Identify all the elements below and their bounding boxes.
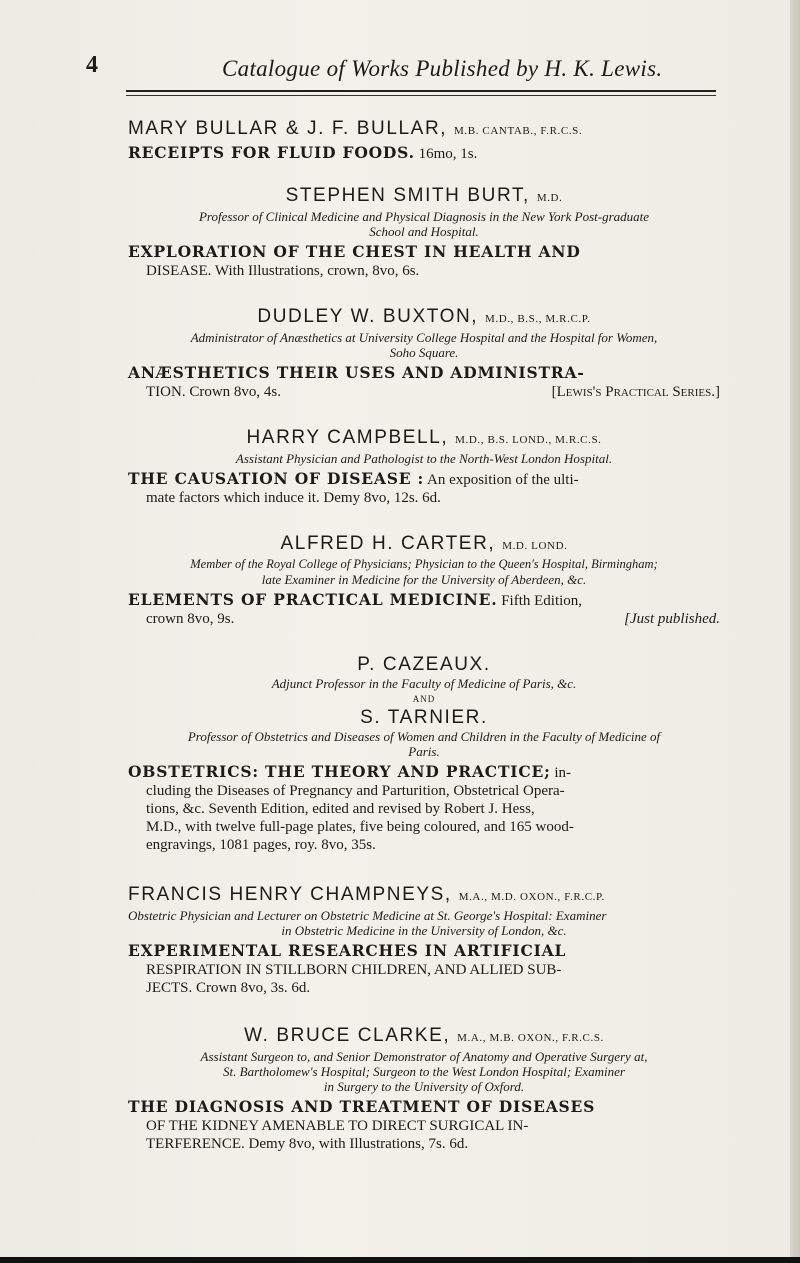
book-title: RECEIPTS FOR FLUID FOODS. — [128, 143, 415, 162]
book-title-continuation: OF THE KIDNEY AMENABLE TO DIRECT SURGICAL IN- — [146, 1118, 529, 1134]
book-title: THE CAUSATION OF DISEASE : — [128, 469, 425, 488]
page-number: 4 — [86, 52, 98, 78]
author-name: DUDLEY W. BUXTON, M.D., B.S., M.R.C.P. — [257, 306, 591, 327]
author-qualifications: M.B. CANTAB., F.R.C.S. — [454, 125, 583, 137]
book-title: ANÆSTHETICS THEIR USES AND ADMINISTRA- — [128, 363, 585, 382]
author-qualifications: M.D., B.S. LOND., M.R.C.S. — [455, 434, 602, 446]
book-title: EXPLORATION OF THE CHEST IN HEALTH AND — [128, 242, 581, 261]
book-title-line — [128, 1098, 720, 1117]
book-description: Demy 8vo, with Illustrations, 7s. 6d. — [248, 1136, 469, 1152]
author-affiliation: in Obstetric Medicine in the University of London, &c. — [281, 923, 567, 938]
series-note: [Lewis's Practical Series.] — [551, 384, 720, 400]
book-description-continuation: cluding the Diseases of Pregnancy and Parturition, Obstetrical Opera- — [146, 783, 565, 799]
author-qualifications: M.D. — [536, 192, 563, 204]
book-title-continuation: RESPIRATION IN STILLBORN CHILDREN, AND ALLIED SUB- — [146, 962, 562, 978]
book-title-line — [128, 243, 720, 262]
book-title: OBSTETRICS: THE THEORY AND PRACTICE; — [128, 762, 551, 781]
book-title-continuation: DISEASE. With Illustrations, crown, 8vo, 6s. — [146, 263, 420, 279]
book-title-line — [128, 591, 720, 610]
author-affiliation: St. Bartholomew's Hospital; Surgeon to the West London Hospital; Examiner — [223, 1064, 625, 1079]
book-title: ELEMENTS OF PRACTICAL MEDICINE. — [128, 590, 498, 609]
author-affiliation: Professor of Obstetrics and Diseases of Women and Children in the Faculty of Medicine of — [187, 729, 661, 744]
second-author-name: S. TARNIER. — [360, 707, 488, 728]
catalogue-entry-campbell — [128, 427, 720, 507]
author-qualifications: M.A., M.D. OXON., F.R.C.P. — [458, 891, 605, 903]
author-name: STEPHEN SMITH BURT, M.D. — [285, 185, 563, 206]
catalogue-entry-buxton — [128, 306, 720, 401]
catalogue-entry-champneys — [128, 884, 720, 997]
page-bottom-edge — [0, 1257, 800, 1263]
book-description: Fifth Edition, — [501, 593, 583, 609]
author-affiliation: Professor of Clinical Medicine and Physical Diagnosis in the New York Post-graduate — [198, 209, 650, 224]
book-title-line — [128, 470, 720, 489]
author-affiliation: Obstetric Physician and Lecturer on Obstetric Medicine at St. George's Hospital: Examiner — [128, 908, 607, 923]
author-name: FRANCIS HENRY CHAMPNEYS, M.A., M.D. OXON., F.R.C.P. — [128, 884, 605, 905]
author-affiliation: Soho Square. — [389, 345, 459, 360]
author-affiliation: Paris. — [408, 744, 440, 759]
book-description: Crown 8vo, 3s. 6d. — [196, 980, 311, 996]
header-rule-thin — [126, 95, 716, 96]
page-edge-shadow — [790, 0, 800, 1263]
book-title: THE DIAGNOSIS AND TREATMENT OF DISEASES — [128, 1097, 596, 1116]
book-description: With Illustrations, crown, 8vo, 6s. — [214, 263, 420, 279]
book-title-line — [128, 763, 720, 782]
catalogue-entry-bullar — [128, 118, 720, 163]
catalogue-entry-cazeaux-tarnier — [128, 654, 720, 854]
author-affiliation: Adjunct Professor in the Faculty of Medicine of Paris, &c. — [271, 676, 577, 691]
book-title-continuation: TERFERENCE. Demy 8vo, with Illustrations, 7s. 6d. — [146, 1136, 469, 1152]
author-qualifications: M.D. LOND. — [502, 540, 568, 552]
author-qualifications: M.A., M.B. OXON., F.R.C.S. — [457, 1032, 604, 1044]
header-rule-thick — [126, 90, 716, 92]
book-description: 16mo, 1s. — [418, 146, 478, 162]
author-qualifications: M.D., B.S., M.R.C.P. — [485, 313, 591, 325]
book-description: Crown 8vo, 4s. — [189, 384, 281, 400]
book-title-line — [128, 144, 720, 163]
book-description-continuation: M.D., with twelve full-page plates, five being coloured, and 165 wood- — [146, 819, 574, 835]
author-affiliation: Assistant Surgeon to, and Senior Demonstrator of Anatomy and Operative Surgery at, — [200, 1049, 648, 1064]
author-name: MARY BULLAR & J. F. BULLAR, M.B. CANTAB., F.R.C.S. — [128, 118, 583, 139]
book-description-continuation: tions, &c. Seventh Edition, edited and revised by Robert J. Hess, — [146, 801, 535, 817]
book-title-continuation: TION. Crown 8vo, 4s. [Lewis's Practical Series.] — [146, 384, 720, 400]
catalogue-entry-carter — [128, 533, 720, 628]
author-affiliation: School and Hospital. — [369, 224, 479, 239]
book-description-continuation: engravings, 1081 pages, roy. 8vo, 35s. — [146, 837, 376, 853]
catalogue-entry-clarke — [128, 1025, 720, 1153]
book-title: EXPERIMENTAL RESEARCHES IN ARTIFICIAL — [128, 941, 567, 960]
catalogue-entries — [128, 118, 720, 1153]
author-name: ALFRED H. CARTER, M.D. LOND. — [280, 533, 568, 554]
book-title-line — [128, 364, 720, 383]
author-name: W. BRUCE CLARKE, M.A., M.B. OXON., F.R.C.S. — [244, 1025, 604, 1046]
book-description: An exposition of the ulti- — [426, 472, 579, 488]
author-affiliation: Member of the Royal College of Physicians; Physician to the Queen's Hospital, Birmingham; — [190, 557, 658, 571]
conjunction: AND — [412, 694, 436, 704]
author-name: HARRY CAMPBELL, M.D., B.S. LOND., M.R.C.S. — [246, 427, 602, 448]
book-title-line — [128, 942, 720, 961]
book-description-continuation: crown 8vo, 9s. [Just published. — [146, 611, 720, 627]
book-description: in- — [554, 765, 572, 781]
author-affiliation: Assistant Physician and Pathologist to the North-West London Hospital. — [235, 451, 613, 466]
book-title-continuation: JECTS. Crown 8vo, 3s. 6d. — [146, 980, 311, 996]
catalogue-entry-burt — [128, 185, 720, 280]
author-affiliation: Administrator of Anæsthetics at University College Hospital and the Hospital for Women, — [190, 330, 658, 345]
author-affiliation: late Examiner in Medicine for the University of Aberdeen, &c. — [261, 572, 587, 587]
book-description-continuation: mate factors which induce it. Demy 8vo, 12s. 6d. — [146, 490, 441, 506]
author-name: P. CAZEAUX. — [357, 654, 491, 675]
running-title: Catalogue of Works Published by H. K. Lewis. — [222, 56, 663, 81]
publication-note: [Just published. — [624, 611, 720, 627]
author-affiliation: in Surgery to the University of Oxford. — [323, 1079, 525, 1094]
